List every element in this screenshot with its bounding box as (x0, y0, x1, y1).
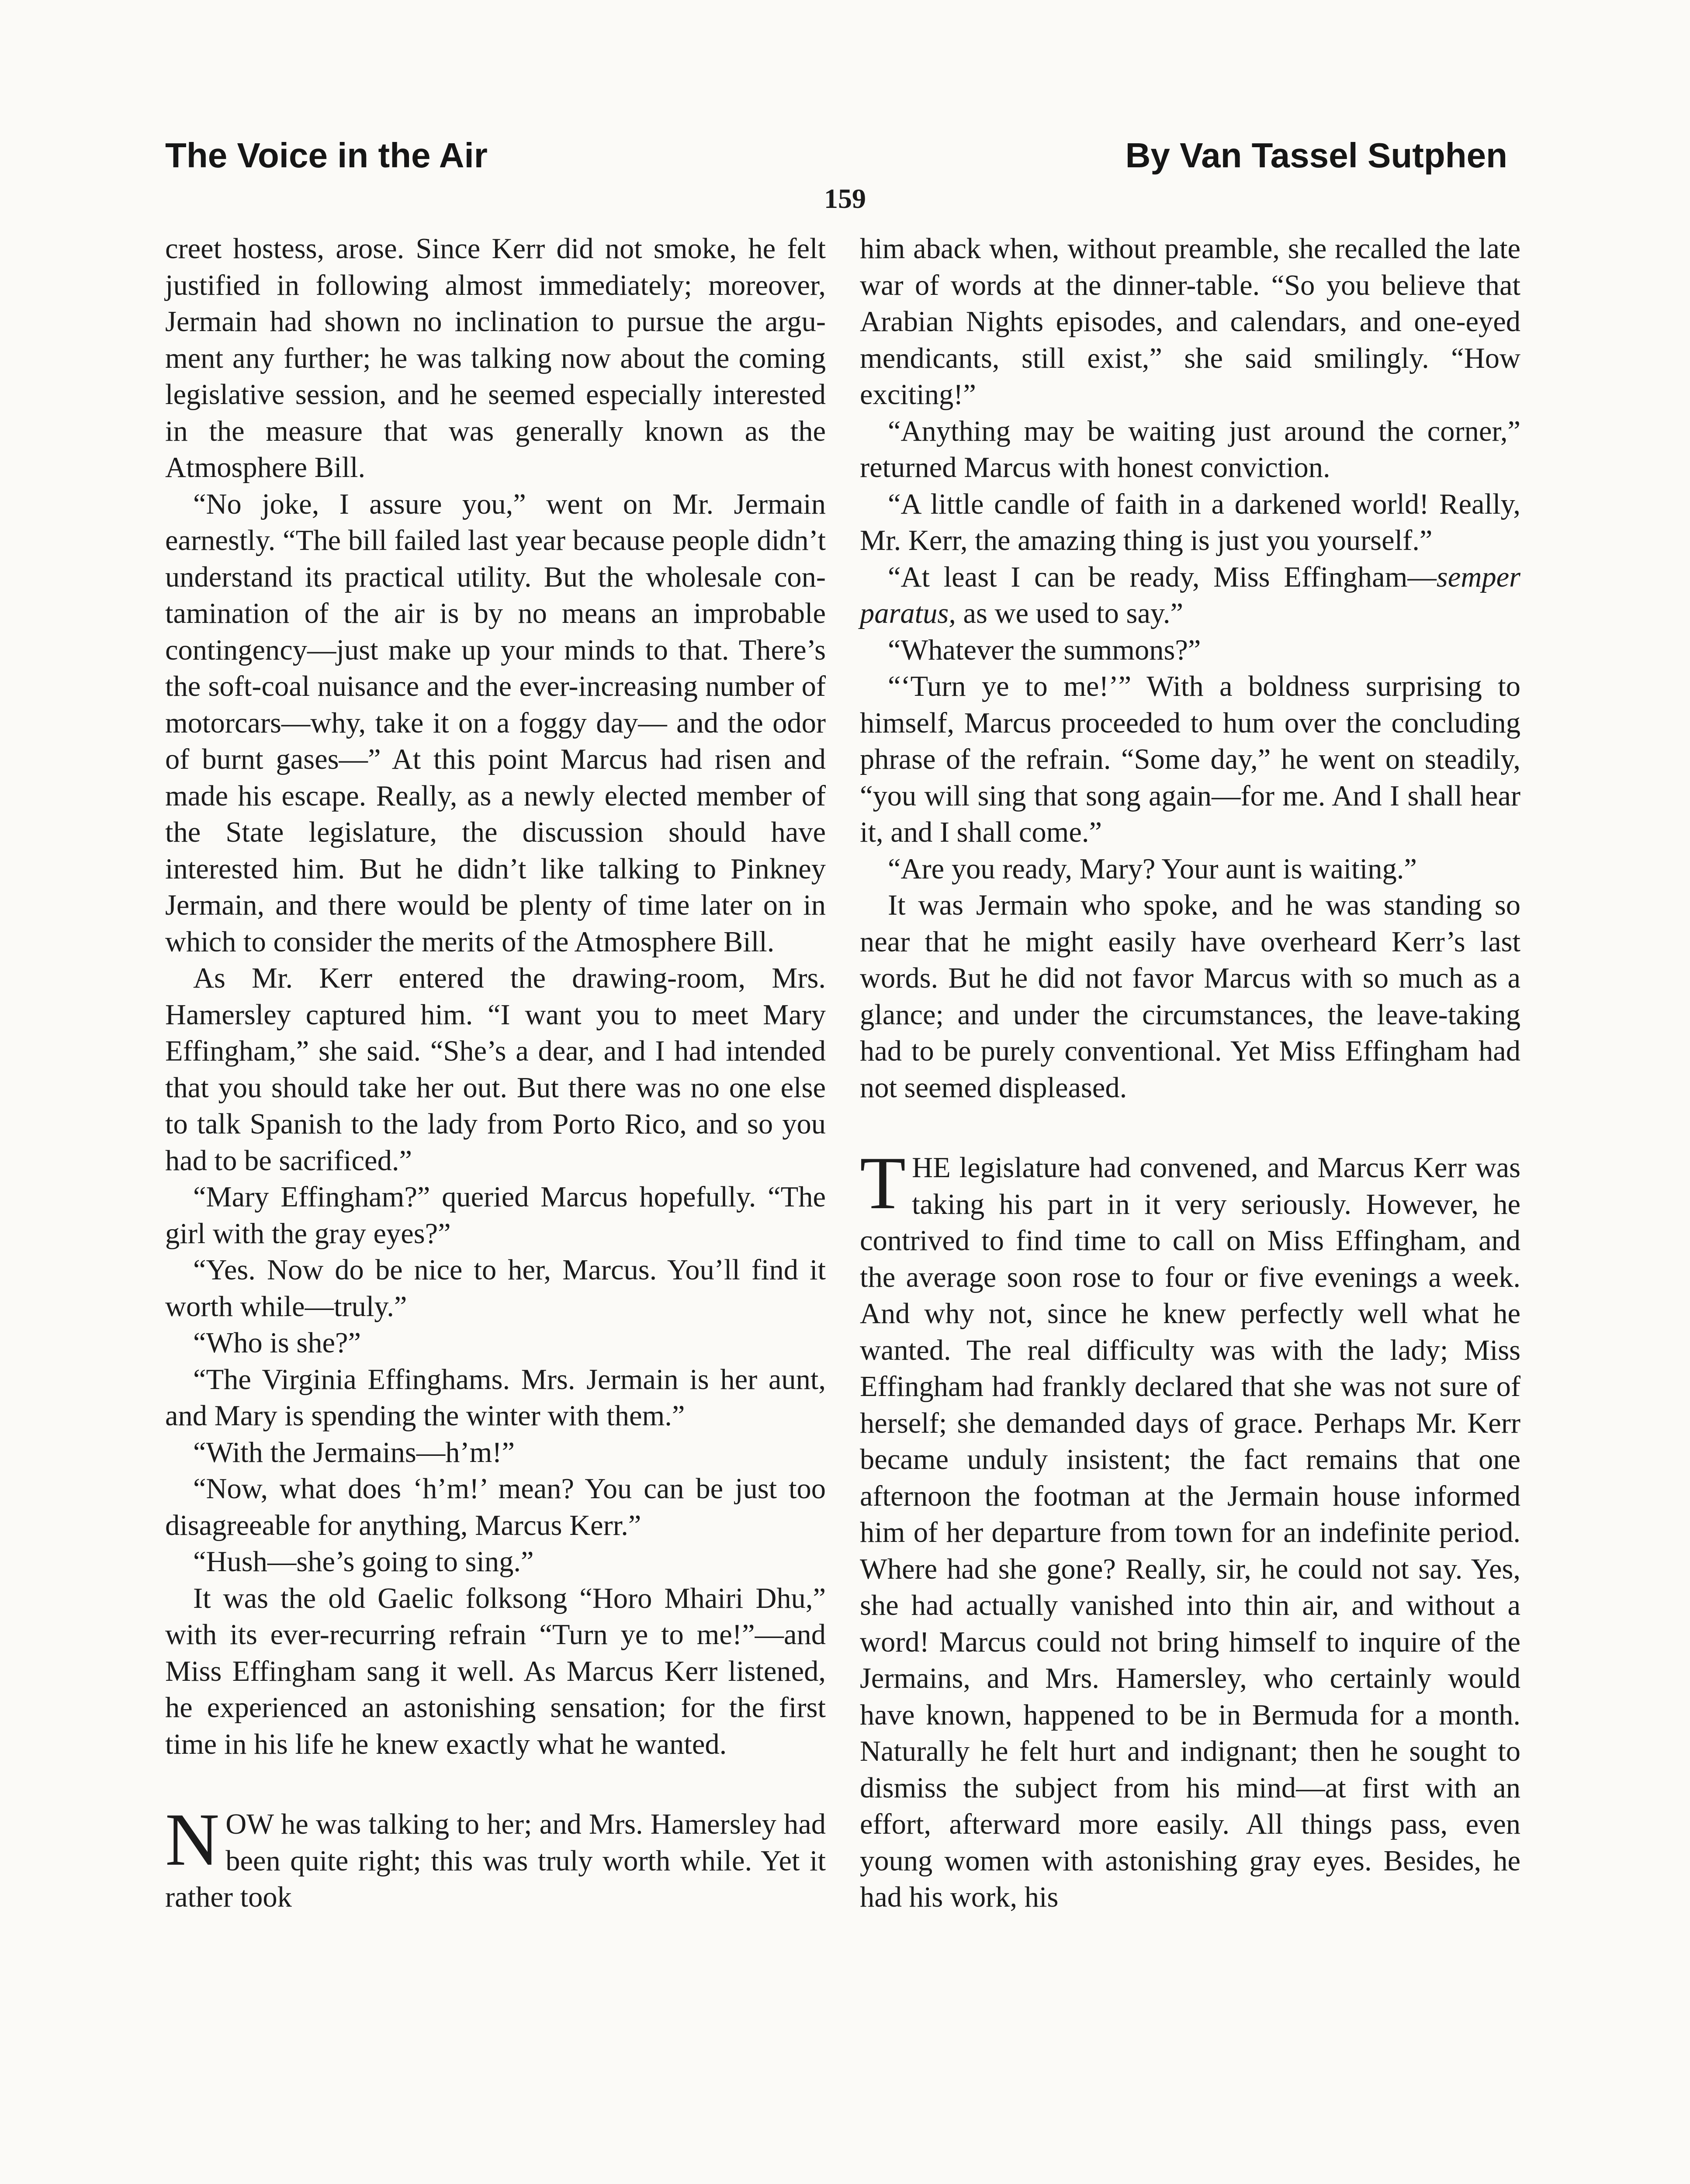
paragraph-text: as we used to say.” (956, 598, 1184, 629)
paragraph-text: HE legislature had convened, and Marcus Kerr was taking his part in it very seriously. However, he contrived to find time to call on Miss Effingham, and the average soon rose to four or five evenings a week. And why not, since he knew perfectly well what he wanted. The real difficulty was with the lady; Miss Effingham had frankly declared that she was not sure of herself; she demanded days of grace. Perhaps Mr. Kerr became unduly insistent; the fact remains that one afternoon the footman at the Jermain house informed him of her departure from town for an indefinite period. Where had she gone? Really, sir, he could not say. Yes, she had actually vanished into thin air, and without a word! Marcus could not bring himself to inquire of the Jermains, and Mrs. Hamersley, who certainly would have known, happened to be in Bermuda for a month. Naturally he felt hurt and indignant; then he sought to dismiss the subject from his mind—at first with an effort, afterward more easily. All things pass, even young women with astonishing gray eyes. Besides, he had his work, his (860, 1152, 1520, 1913)
paragraph: “Anything may be waiting just around the corner,” returned Marcus with honest conviction. (860, 415, 1520, 484)
paragraph: “Whatever the summons?” (888, 634, 1201, 666)
paragraph: “Mary Effingham?” queried Marcus hopefully. “The girl with the gray eyes?” (165, 1181, 826, 1250)
paragraph-text: OW he was talking to her; and Mrs. Hamersley had been quite right; this was truly worth while. Yet it rather took (165, 1808, 826, 1913)
paragraph (860, 559, 1520, 632)
paragraph: “Who is she?” (193, 1327, 361, 1359)
text-column-left (165, 231, 826, 1916)
paragraph: “Hush—she’s going to sing.” (193, 1546, 534, 1578)
text-column-right (860, 231, 1520, 1916)
story-author: By Van Tassel Sutphen (1125, 136, 1507, 175)
story-title: The Voice in the Air (165, 136, 488, 175)
paragraph: him aback when, without preamble, she recalled the late war of words at the dinner-table. “So you believe that Arabian Nights episodes, and calendars, and one-eyed mendicants, still exist,” she said smilingly. “How exciting!” (860, 233, 1520, 411)
page-number: 159 (824, 183, 866, 214)
paragraph: “Are you ready, Mary? Your aunt is waiting.” (888, 853, 1417, 885)
paragraph: “Now, what does ‘h’m!’ mean? You can be just too disagreeable for anything, Marcus Kerr.” (165, 1473, 826, 1541)
paragraph: “A little candle of faith in a darkened world! Really, Mr. Kerr, the amazing thing is just you yourself.” (860, 488, 1520, 556)
paragraph: “‘Turn ye to me!’” With a boldness surprising to himself, Marcus proceeded to hum over the concluding phrase of the refrain. “Some day,” he went on steadily, “you will sing that song again—for me. And I shall hear it, and I shall come.” (860, 670, 1520, 848)
section-paragraph (860, 1142, 1520, 1916)
paragraph: As Mr. Kerr entered the drawing-room, Mrs. Hamersley captured him. “I want you to meet Mary Effingham,” she said. “She’s a dear, and I had intended that you should take her out. But there was no one else to talk Spanish to the lady from Porto Rico, and so you had to be sacrificed.” (165, 962, 826, 1177)
running-head (165, 135, 1507, 188)
drop-cap: T (860, 1142, 906, 1225)
drop-cap: N (165, 1798, 220, 1881)
paragraph: “Yes. Now do be nice to her, Marcus. You’ll find it worth while—truly.” (165, 1254, 826, 1323)
paragraph: It was the old Gaelic folksong “Horo Mhairi Dhu,” with its ever-recurring refrain “Turn ye to me!”—and Miss Effingham sang it well. As Marcus Kerr listened, he experienced an astonishing sensation; for the first time in his life he knew exactly what he wanted. (165, 1582, 826, 1760)
paragraph: creet hostess, arose. Since Kerr did not smoke, he felt justified in following almost immediately; moreover, Jermain had shown no inclination to pursue the argument any further; he was talking now about the coming legislative session, and he seemed especially interested in the measure that was generally known as the Atmosphere Bill. (165, 233, 826, 484)
paragraph: “The Virginia Effinghams. Mrs. Jermain is her aunt, and Mary is spending the winter with them.” (165, 1363, 826, 1432)
paragraph-text: “At least I can be ready, Miss Effingham— (888, 561, 1437, 593)
paragraph: It was Jermain who spoke, and he was standing so near that he might easily have overheard Kerr’s last words. But he did not favor Marcus with so much as a glance; and under the circumstances, the leave-taking had to be purely conventional. Yet Miss Effingham had not seemed displeased. (860, 889, 1520, 1104)
paragraph: “No joke, I assure you,” went on Mr. Jermain earnestly. “The bill failed last year because people didn’t understand its practical utility. But the wholesale contamination of the air is by no means an improbable contingency—just make up your minds to that. There’s the soft-coal nuisance and the ever-increasing number of motorcars—why, take it on a foggy day— and the odor of burnt gases—” At this point Marcus had risen and made his escape. Really, as a newly elected member of the State legislature, the discussion should have interested him. But he didn’t like talking to Pinkney Jermain, and there would be plenty of time later on in which to consider the merits of the Atmosphere Bill. (165, 488, 826, 958)
paragraph: “With the Jermains—h’m!” (193, 1436, 515, 1469)
latin-phrase: semper paratus, (860, 561, 1520, 629)
section-paragraph (165, 1798, 826, 1916)
